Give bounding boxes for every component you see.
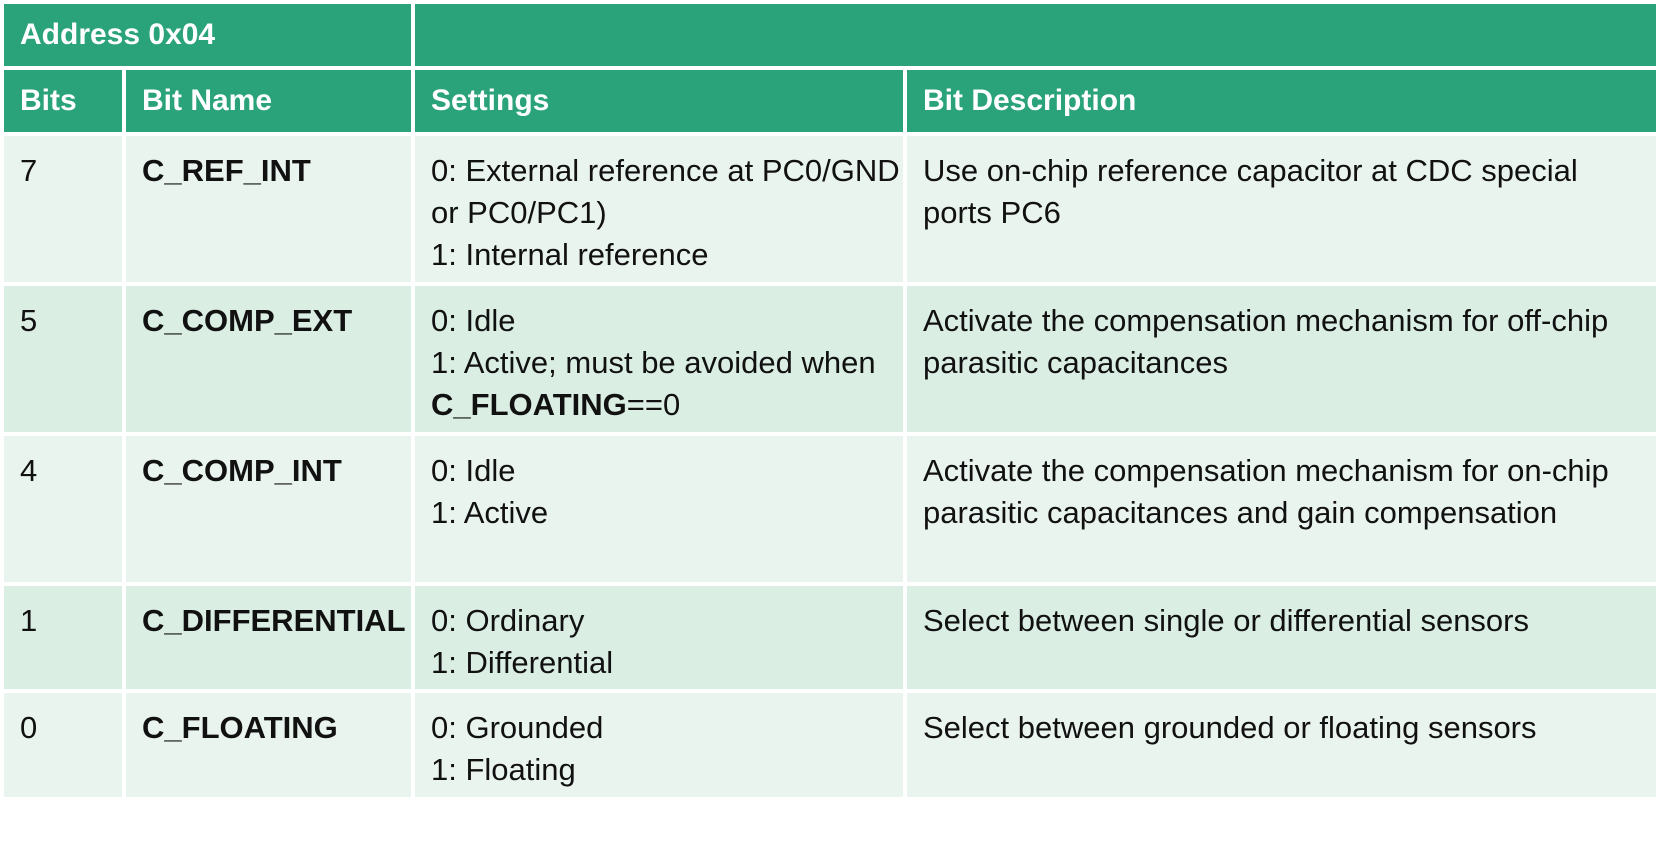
setting-bold-ref: C_FLOATING xyxy=(431,387,627,422)
setting-line: 0: Idle xyxy=(431,453,516,488)
setting-line: 1: Internal reference xyxy=(431,237,709,272)
setting-line: 0: Idle xyxy=(431,303,516,338)
header-row xyxy=(4,70,1656,132)
setting-line: or PC0/PC1) xyxy=(431,195,607,230)
setting-line: 1: Active; must be avoided when xyxy=(431,345,876,380)
address-label: Address 0x04 xyxy=(4,4,411,66)
description-text: Activate the compensation mechanism for off-chip parasitic capacitances xyxy=(923,303,1609,380)
bit-settings xyxy=(415,136,903,282)
bit-name: C_DIFFERENTIAL xyxy=(126,586,411,689)
setting-line: 1: Floating xyxy=(431,752,576,787)
bit-settings xyxy=(415,436,903,582)
bit-number: 7 xyxy=(4,136,122,282)
bit-settings xyxy=(415,586,903,689)
bit-description xyxy=(907,136,1656,282)
bit-settings xyxy=(415,286,903,432)
bit-number: 5 xyxy=(4,286,122,432)
setting-line: 1: Active xyxy=(431,495,549,530)
description-text: Use on-chip reference capacitor at CDC special ports PC6 xyxy=(923,153,1578,230)
table-row xyxy=(4,136,1656,282)
address-row-fill xyxy=(415,4,1656,66)
header-bits: Bits xyxy=(4,70,122,132)
bit-number: 1 xyxy=(4,586,122,689)
header-bit-description: Bit Description xyxy=(907,70,1656,132)
address-row xyxy=(4,4,1656,66)
setting-line: 1: Differential xyxy=(431,645,614,680)
bit-description xyxy=(907,286,1656,432)
bit-name: C_FLOATING xyxy=(126,693,411,797)
setting-line: 0: External reference at PC0/GND xyxy=(431,153,900,188)
setting-tail: ==0 xyxy=(626,387,681,422)
table-row xyxy=(4,436,1656,582)
bit-settings xyxy=(415,693,903,797)
bit-name: C_COMP_EXT xyxy=(126,286,411,432)
description-text: Select between grounded or floating sensors xyxy=(923,710,1537,745)
bit-number: 4 xyxy=(4,436,122,582)
setting-line xyxy=(431,384,895,426)
table-row xyxy=(4,693,1656,797)
header-bit-name: Bit Name xyxy=(126,70,411,132)
description-text: Activate the compensation mechanism for on-chip parasitic capacitances and gain compensation xyxy=(923,453,1609,530)
bit-number: 0 xyxy=(4,693,122,797)
bit-name: C_COMP_INT xyxy=(126,436,411,582)
bit-name: C_REF_INT xyxy=(126,136,411,282)
description-text: Select between single or differential sensors xyxy=(923,603,1529,638)
header-settings: Settings xyxy=(415,70,903,132)
bit-description xyxy=(907,693,1656,797)
table-row xyxy=(4,586,1656,689)
setting-line: 0: Grounded xyxy=(431,710,604,745)
setting-line: 0: Ordinary xyxy=(431,603,585,638)
table-row xyxy=(4,286,1656,432)
bit-description xyxy=(907,586,1656,689)
bit-description xyxy=(907,436,1656,582)
